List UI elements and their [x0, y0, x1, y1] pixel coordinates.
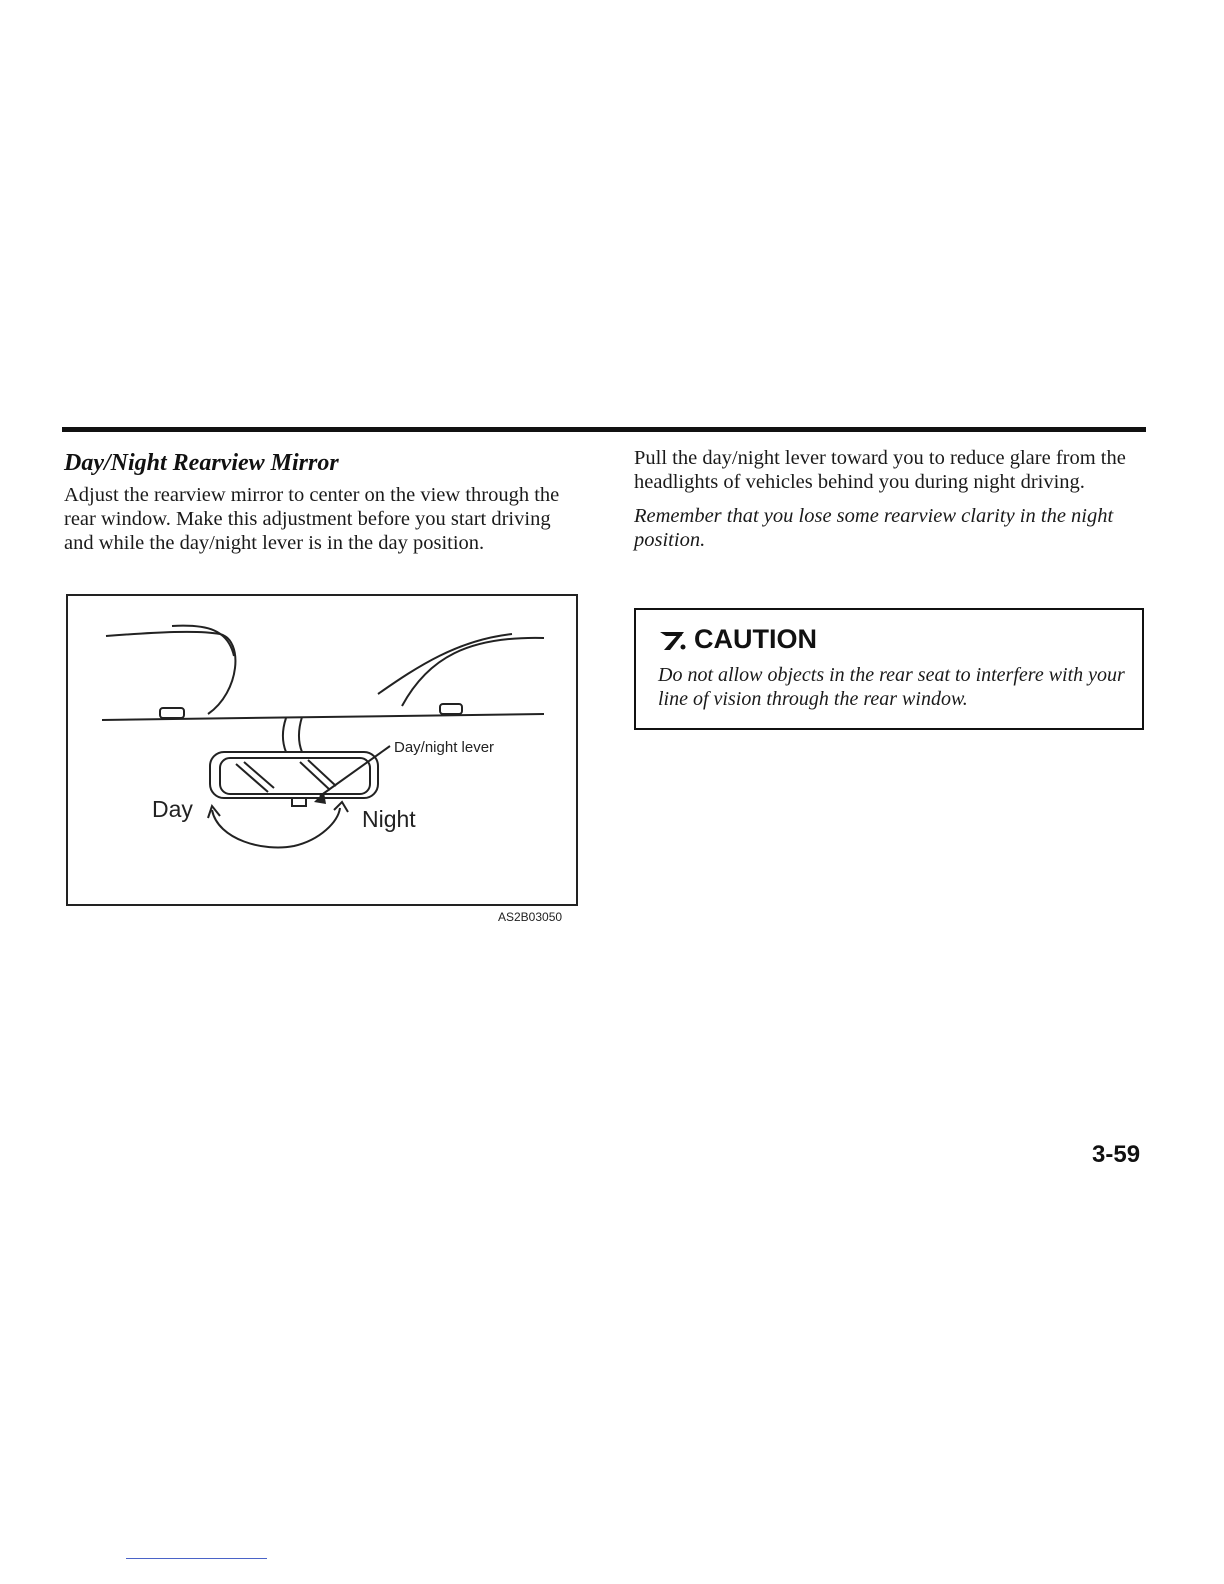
left-column: [64, 446, 584, 555]
caution-icon: [658, 628, 688, 652]
caution-text: Do not allow objects in the rear seat to interfere with your line of vision through the rear window.: [658, 664, 1125, 710]
lever-label: Day/night lever: [394, 739, 495, 756]
figure-code: AS2B03050: [498, 910, 563, 924]
section-heading: Day/Night Rearview Mirror: [64, 450, 339, 476]
caution-header: [658, 624, 1142, 655]
right-paragraph: Pull the day/night lever toward you to reduce glare from the headlights of vehicles behind you during night driving.: [634, 447, 1126, 493]
clarity-note: Remember that you lose some rearview clarity in the night position.: [634, 505, 1114, 551]
day-label: Day: [152, 796, 193, 822]
section-rule: [62, 427, 1146, 432]
mirror-drawing: [68, 596, 576, 904]
left-paragraph: Adjust the rearview mirror to center on the view through the rear window. Make this adjustment before you start driving and while the day/night lever is in the day position.: [64, 484, 560, 554]
right-column: [634, 446, 1144, 552]
mirror-illustration: [66, 594, 578, 906]
night-label: Night: [362, 806, 416, 832]
footer-line: [126, 1558, 267, 1559]
page-number: 3-59: [1092, 1141, 1141, 1168]
caution-box: [634, 608, 1144, 730]
caution-title: CAUTION: [694, 624, 817, 654]
